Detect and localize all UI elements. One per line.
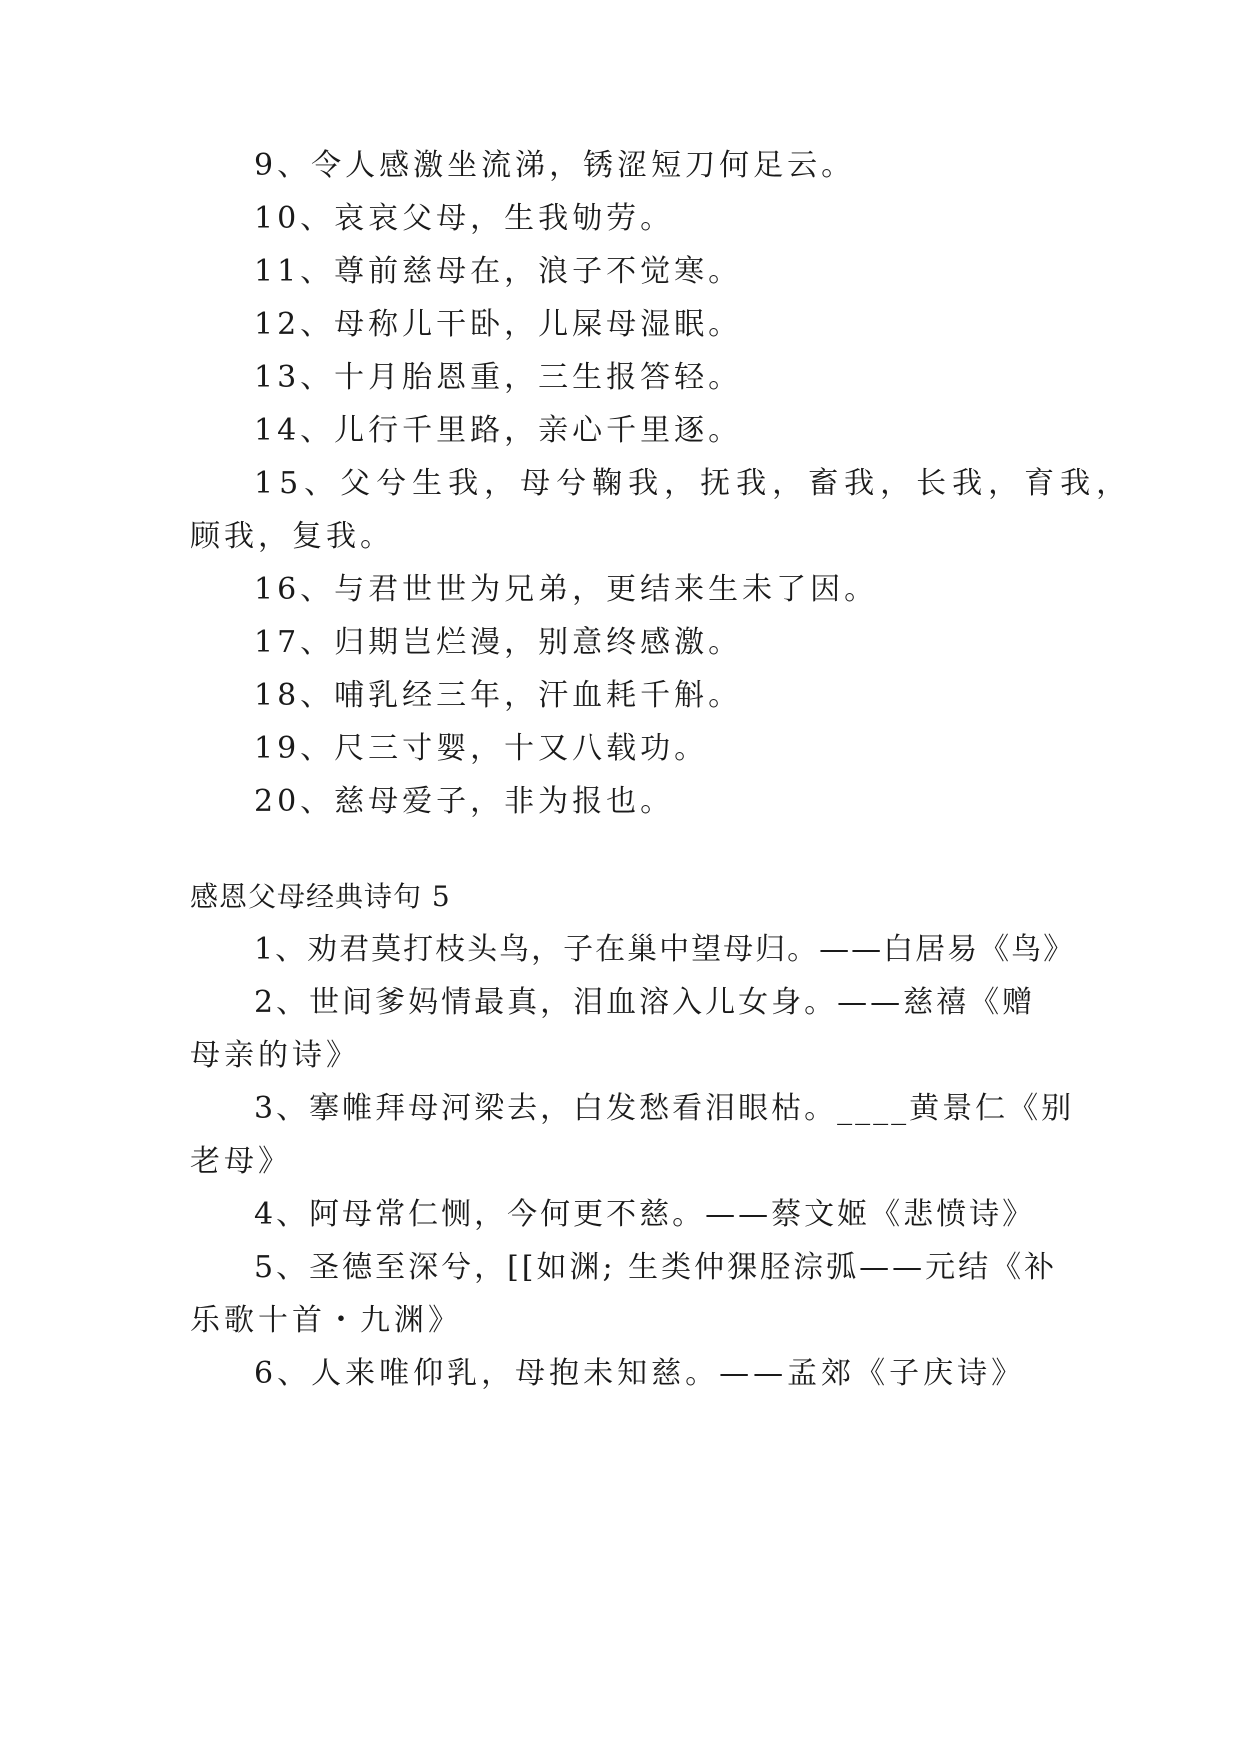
poem-line-11: 11、尊前慈母在，浪子不觉寒。 [254, 254, 743, 289]
poem-line-5-cont: 乐歌十首・九渊》 [190, 1303, 462, 1338]
poem-line-9: 9、令人感激坐流涕，锈涩短刀何足云。 [254, 148, 856, 183]
poem-line-5: 5、圣德至深兮，[[如渊; 生类仲猓胫淙弧——元结《补 [254, 1250, 1058, 1285]
poem-line-16: 16、与君世世为兄弟，更结来生未了因。 [254, 572, 879, 607]
poem-line-18: 18、哺乳经三年，汗血耗千斛。 [254, 678, 743, 713]
poem-line-20: 20、慈母爱子，非为报也。 [254, 784, 675, 819]
poem-line-2: 2、世间爹妈情最真，泪血溶入儿女身。——慈禧《赠 [254, 985, 1036, 1020]
poem-line-2-cont: 母亲的诗》 [190, 1038, 360, 1073]
poem-line-3-cont: 老母》 [190, 1144, 292, 1179]
poem-line-15-cont: 顾我，复我。 [190, 519, 394, 554]
poem-line-19: 19、尺三寸婴，十又八载功。 [254, 731, 709, 766]
poem-line-13: 13、十月胎恩重，三生报答轻。 [254, 360, 743, 395]
poem-line-12: 12、母称儿干卧，儿屎母湿眠。 [254, 307, 743, 342]
poem-line-4: 4、阿母常仁恻，今何更不慈。——蔡文姬《悲愤诗》 [254, 1197, 1036, 1232]
poem-line-15: 15、父兮生我，母兮鞠我，抚我，畜我，长我，育我， [254, 466, 1133, 501]
section-heading: 感恩父母经典诗句 5 [190, 880, 451, 913]
poem-line-1: 1、劝君莫打枝头鸟，子在巢中望母归。——白居易《鸟》 [254, 932, 1076, 967]
poem-line-3: 3、搴帷拜母河梁去，白发愁看泪眼枯。____黄景仁《别 [254, 1091, 1075, 1126]
poem-line-17: 17、归期岂烂漫，别意终感激。 [254, 625, 743, 660]
poem-line-10: 10、哀哀父母，生我劬劳。 [254, 201, 675, 236]
poem-line-6: 6、人来唯仰乳，母抱未知慈。——孟郊《子庆诗》 [254, 1356, 1026, 1391]
poem-line-14: 14、儿行千里路，亲心千里逐。 [254, 413, 743, 448]
